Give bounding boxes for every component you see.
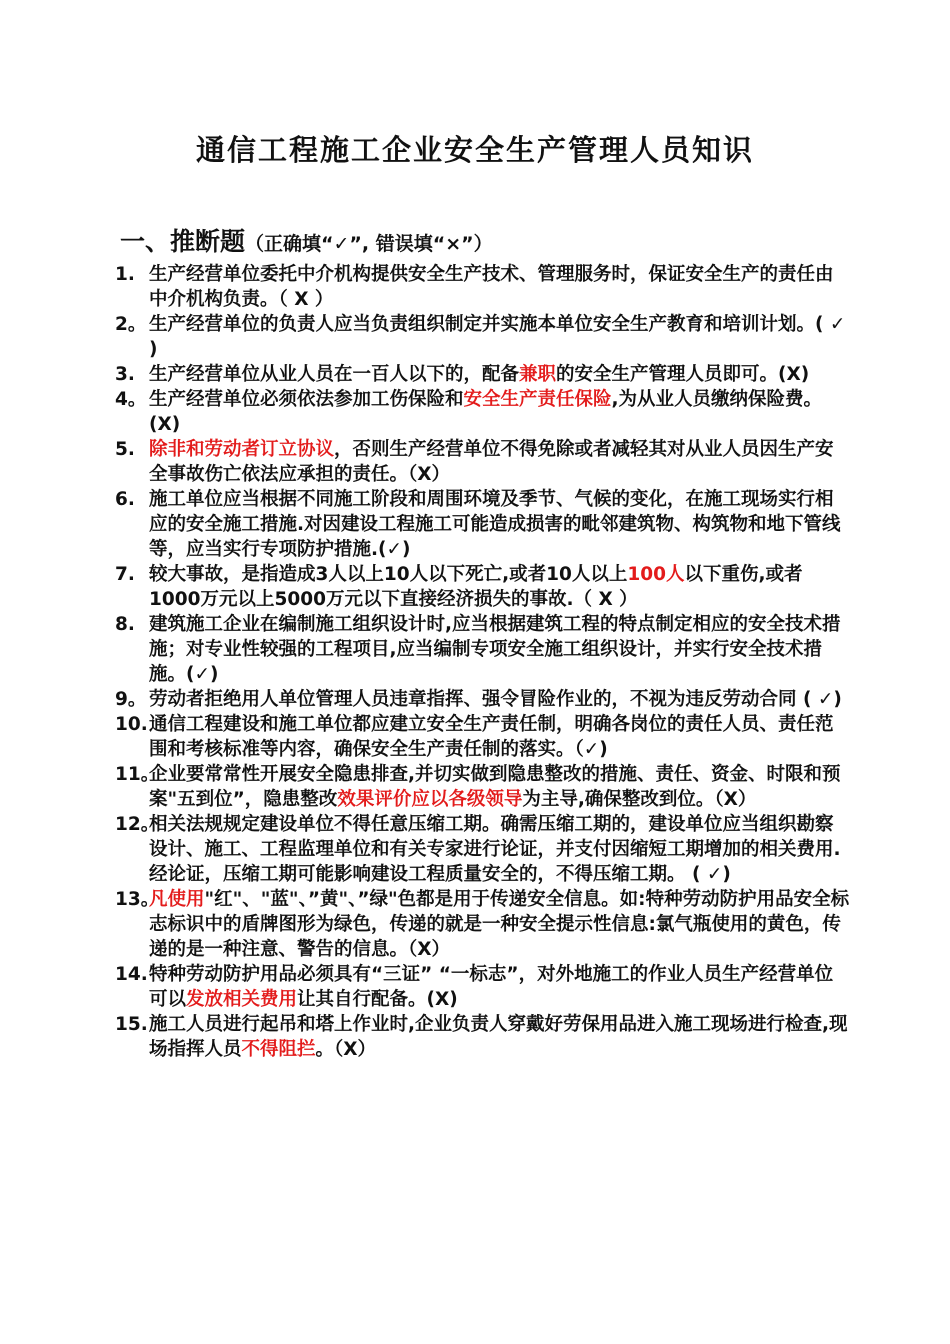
section-heading [120, 222, 493, 258]
question-text: 较大事故，是指造成3人以上10人以下死亡,或者10人以上 [149, 564, 628, 585]
question-number: 14. [115, 964, 148, 985]
highlighted-text: 发放相关费用 [186, 989, 298, 1010]
question-item [115, 362, 850, 387]
question-text: 特种劳动防护用品必须具有“三证” “一标志”，对外地施工的作业人员生产经营单位可以 [149, 964, 834, 1010]
question-text: 施工人员进行起吊和塔上作业时,企业负责人穿戴好劳保用品进入施工现场进行检查,现场指挥人员 [149, 1014, 848, 1060]
question-number: 15. [115, 1014, 148, 1035]
section-note: （正确填“✓”, 错误填“×”） [245, 233, 493, 255]
question-number: 5. [115, 439, 135, 460]
question-number: 11。 [115, 764, 160, 785]
question-list [115, 262, 850, 1062]
question-item [115, 387, 850, 437]
question-text: 生产经营单位委托中介机构提供安全生产技术、管理服务时，保证安全生产的责任由中介机构负责。（ X ） [149, 264, 834, 310]
document-title: 通信工程施工企业安全生产管理人员知识 [195, 133, 754, 167]
question-number: 7. [115, 564, 135, 585]
section-title: 一、推断题 [120, 227, 246, 256]
question-item [115, 437, 850, 487]
question-text: 的安全生产管理人员即可。(X) [556, 364, 810, 385]
question-number: 9。 [115, 689, 147, 710]
question-number: 4。 [115, 389, 147, 410]
question-item [115, 262, 850, 312]
question-item [115, 812, 850, 887]
question-text: 让其自行配备。(X) [297, 989, 458, 1010]
question-text: 企业要常常性开展安全隐患排查,并切实做到隐患整改的措施、责任、资金、时限和预案"五到位”，隐患整改 [149, 764, 841, 810]
question-text: 施工单位应当根据不同施工阶段和周围环境及季节、气候的变化，在施工现场实行相应的安全施工措施.对因建设工程施工可能造成损害的毗邻建筑物、构筑物和地下管线等，应当实行专项防护措施.(✓) [149, 489, 841, 560]
question-text: 建筑施工企业在编制施工组织设计时,应当根据建筑工程的特点制定相应的安全技术措施；对专业性较强的工程项目,应当编制专项安全施工组织设计，并实行安全技术措施。(✓) [149, 614, 841, 685]
question-item [115, 612, 850, 687]
highlighted-text: 安全生产责任保险 [463, 389, 612, 410]
question-text: 生产经营单位必须依法参加工伤保险和 [149, 389, 464, 410]
highlighted-text: 除非和劳动者订立协议 [149, 439, 335, 460]
highlighted-text: 不得阻拦 [241, 1039, 316, 1060]
question-text: "红"、"蓝"、”黄"、”绿"色都是用于传递安全信息。如:特种劳动防护用品安全标志标识中的盾牌图形为绿色，传递的就是一种安全提示性信息:氯气瓶使用的黄色，传递的是一种注意、警告的信息。（X） [149, 889, 850, 960]
question-item [115, 762, 850, 812]
question-text: 。（X） [315, 1039, 377, 1060]
question-number: 2。 [115, 314, 147, 335]
question-text: ，否则生产经营单位不得免除或者减轻其对从业人员因生产安全事故伤亡依法应承担的责任。（X） [149, 439, 834, 485]
question-text: 生产经营单位的负责人应当负责组织制定并实施本单位安全生产教育和培训计划。( ✓ ) [149, 314, 846, 360]
question-text: 劳动者拒绝用人单位管理人员违章指挥、强令冒险作业的，不视为违反劳动合同 ( ✓) [149, 689, 842, 710]
question-text: 生产经营单位从业人员在一百人以下的，配备 [149, 364, 520, 385]
highlighted-text: 兼职 [519, 364, 557, 385]
question-text: 为主导,确保整改到位。（X） [522, 789, 757, 810]
question-item [115, 712, 850, 762]
question-number: 8. [115, 614, 135, 635]
question-item [115, 312, 850, 362]
question-item [115, 887, 850, 962]
question-number: 3. [115, 364, 135, 385]
question-number: 1. [115, 264, 135, 285]
question-number: 12。 [115, 814, 160, 835]
question-text: 通信工程建设和施工单位都应建立安全生产责任制，明确各岗位的责任人员、责任范围和考核标准等内容，确保安全生产责任制的落实。（✓) [149, 714, 834, 760]
question-number: 6. [115, 489, 135, 510]
question-item [115, 562, 850, 612]
question-item [115, 962, 850, 1012]
highlighted-text: 凡使用 [149, 889, 205, 910]
highlighted-text: 效果评价应以各级领导 [337, 789, 523, 810]
highlighted-text: 100人 [627, 564, 685, 585]
question-number: 13。 [115, 889, 160, 910]
question-number: 10. [115, 714, 148, 735]
question-text: 以下重伤,或者1000万元以上5000万元以下直接经济损失的事故.（ X ） [149, 564, 803, 610]
question-item [115, 487, 850, 562]
question-text: 相关法规规定建设单位不得任意压缩工期。确需压缩工期的，建设单位应当组织勘察设计、施工、工程监理单位和有关专家进行论证，并支付因缩短工期增加的相关费用.经论证，压缩工期可能影响建设工程质量安全的，不得压缩工期。 ( ✓) [149, 814, 841, 885]
question-text: ,为从业人员缴纳保险费。(X) [149, 389, 823, 435]
question-item [115, 687, 850, 712]
question-item [115, 1012, 850, 1062]
